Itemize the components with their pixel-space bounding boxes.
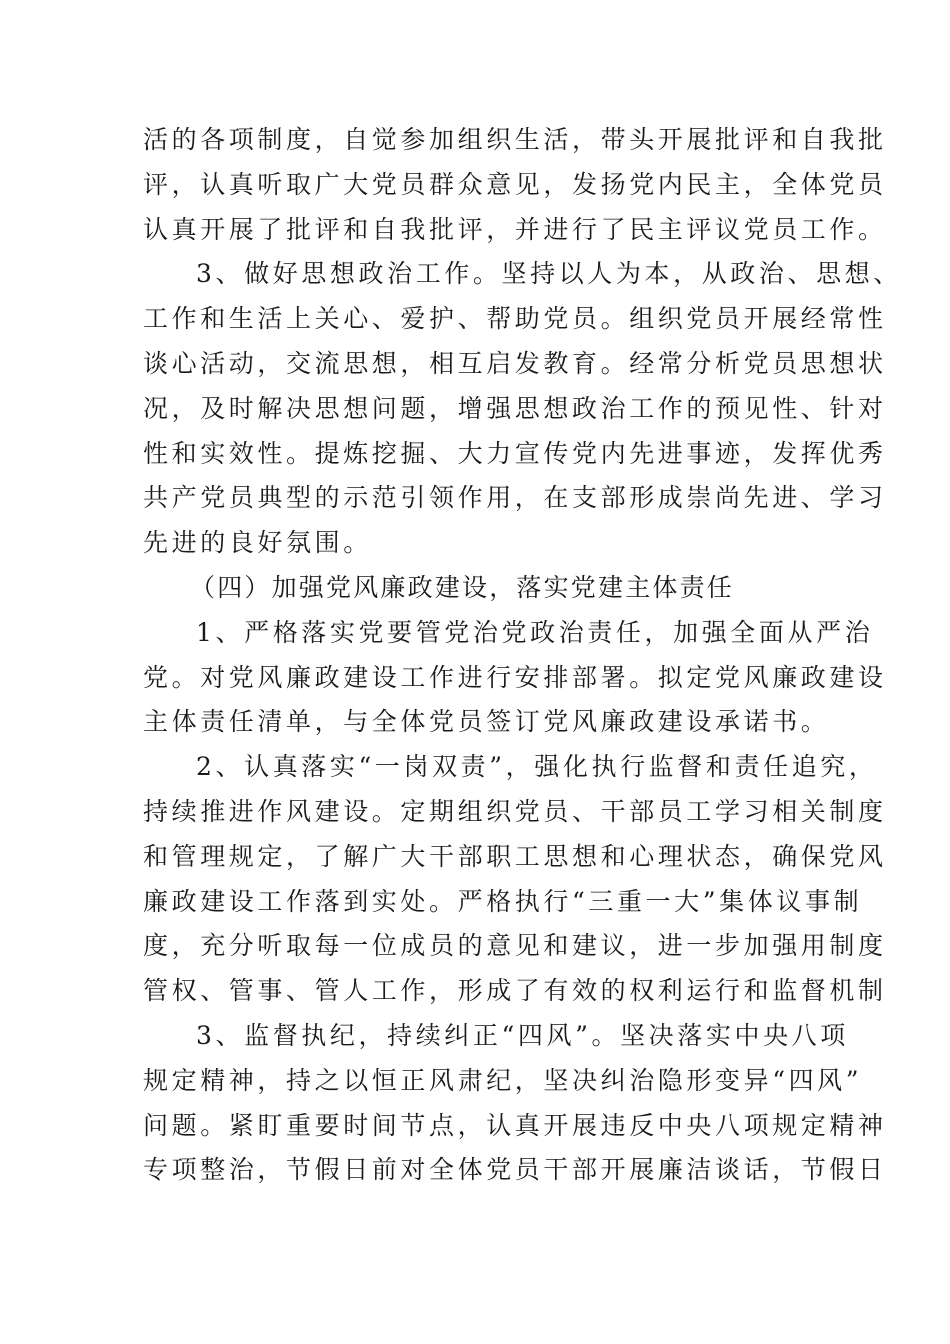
text-line: 问题。紧盯重要时间节点，认真开展违反中央八项规定精神 bbox=[143, 1110, 887, 1140]
text-line: 3、监督执纪，持续纠正“四风”。坚决落实中央八项 bbox=[196, 1021, 849, 1050]
text-line: 专项整治，节假日前对全体党员干部开展廉洁谈话，节假日 bbox=[143, 1155, 887, 1185]
text-line: 主体责任清单，与全体党员签订党风廉政建设承诺书。 bbox=[143, 707, 830, 737]
text-line: 3、做好思想政治工作。坚持以人为本，从政治、思想、 bbox=[196, 259, 902, 289]
text-line: 评，认真听取广大党员群众意见，发扬党内民主，全体党员 bbox=[143, 169, 887, 199]
text-line: 党。对党风廉政建设工作进行安排部署。拟定党风廉政建设 bbox=[143, 662, 887, 692]
text-line: 况，及时解决思想问题，增强思想政治工作的预见性、针对 bbox=[143, 393, 887, 423]
text-line: 廉政建设工作落到实处。严格执行“三重一大”集体议事制 bbox=[143, 886, 863, 916]
text-line: 性和实效性。提炼挖掘、大力宣传党内先进事迹，发挥优秀 bbox=[143, 438, 887, 468]
text-line: 1、严格落实党要管党治党政治责任，加强全面从严治 bbox=[196, 617, 874, 647]
text-line: 活的各项制度，自觉参加组织生活，带头开展批评和自我批 bbox=[143, 125, 887, 154]
text-line: 度，充分听取每一位成员的意见和建议，进一步加强用制度 bbox=[143, 931, 887, 961]
section-heading: （四）加强党风廉政建设，落实党建主体责任 bbox=[190, 573, 735, 602]
text-line: 规定精神，持之以恒正风肃纪，坚决纠治隐形变异“四风” bbox=[143, 1065, 863, 1095]
text-line: 持续推进作风建设。定期组织党员、干部员工学习相关制度 bbox=[143, 797, 887, 826]
text-line: 和管理规定，了解广大干部职工思想和心理状态，确保党风 bbox=[143, 841, 887, 871]
text-line: 工作和生活上关心、爱护、帮助党员。组织党员开展经常性 bbox=[143, 304, 887, 334]
text-line: 2、认真落实“一岗双责”，强化执行监督和责任追究， bbox=[196, 752, 878, 782]
text-line: 先进的良好氛围。 bbox=[143, 528, 372, 558]
text-line: 认真开展了批评和自我批评，并进行了民主评议党员工作。 bbox=[143, 214, 887, 244]
text-line: 管权、管事、管人工作，形成了有效的权利运行和监督机制 bbox=[143, 976, 887, 1006]
text-line: 谈心活动，交流思想，相互启发教育。经常分析党员思想状 bbox=[143, 349, 887, 378]
text-line: 共产党员典型的示范引领作用，在支部形成崇尚先进、学习 bbox=[143, 483, 887, 513]
